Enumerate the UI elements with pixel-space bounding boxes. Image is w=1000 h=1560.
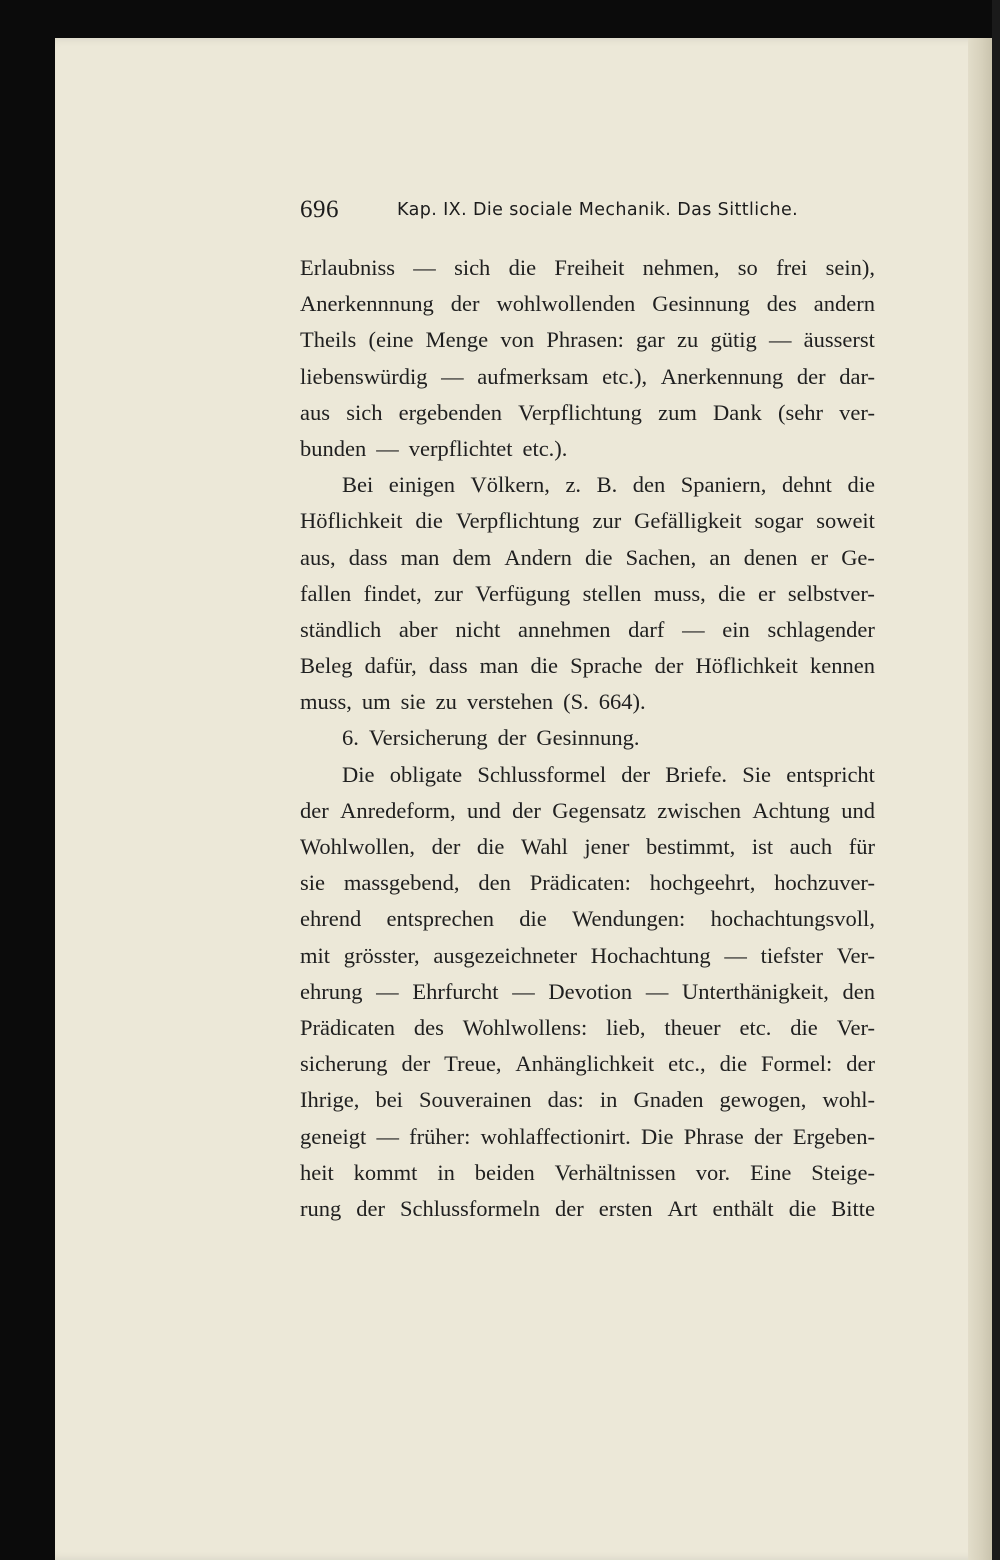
- word: —: [376, 435, 399, 461]
- word: früher:: [409, 1123, 471, 1149]
- text-line: [300, 684, 875, 720]
- word: aber: [398, 616, 438, 642]
- word: der: [300, 797, 329, 823]
- word: der: [846, 1051, 875, 1077]
- word: muss,: [653, 580, 706, 606]
- word: mit: [300, 942, 331, 968]
- word: Ge-: [841, 544, 875, 570]
- word: ständlich: [300, 616, 382, 642]
- word: die: [847, 472, 875, 498]
- word: Steige-: [811, 1159, 875, 1185]
- text-line: [300, 395, 875, 431]
- text-line: [300, 938, 875, 974]
- word: Schlussformel: [477, 761, 607, 787]
- text-line: [300, 757, 875, 793]
- word: 6.: [342, 725, 359, 751]
- word: Bitte: [831, 1195, 875, 1221]
- word: die: [519, 906, 547, 932]
- word: Anhänglichkeit: [515, 1051, 655, 1077]
- word: Gegensatz: [552, 797, 646, 823]
- text-line: [300, 793, 875, 829]
- word: Theils: [300, 327, 357, 353]
- word: Versicherung: [368, 725, 488, 751]
- word: etc.),: [602, 363, 648, 389]
- word: Souverainen: [419, 1087, 532, 1113]
- word: obligate: [389, 761, 463, 787]
- word: B.: [596, 472, 618, 498]
- word: nicht: [455, 616, 501, 642]
- word: —: [724, 942, 747, 968]
- word: hochgeehrt,: [649, 870, 756, 896]
- word: schlagender: [767, 616, 875, 642]
- word: aus: [300, 399, 330, 425]
- page-edge-shadow: [968, 38, 992, 1560]
- word: Bei: [342, 472, 374, 498]
- word: Anerkennung: [660, 363, 784, 389]
- word: Anerkennnung: [300, 291, 434, 317]
- word: Gesinnung.: [536, 725, 640, 751]
- word: Hochachtung: [590, 942, 711, 968]
- text-line: [300, 1191, 875, 1227]
- word: bestimmt,: [645, 834, 736, 859]
- word: der: [356, 1195, 385, 1221]
- word: die: [584, 544, 613, 570]
- word: fallen: [300, 580, 352, 606]
- word: des: [413, 1014, 444, 1040]
- running-title: Kap. IX. Die sociale Mechanik. Das Sittliche.: [397, 200, 799, 220]
- word: etc.).: [522, 435, 568, 461]
- word: findet,: [363, 580, 422, 606]
- word: sie: [300, 870, 325, 896]
- word: Höflichkeit: [300, 508, 403, 534]
- word: rung: [300, 1195, 342, 1221]
- word: man: [400, 544, 440, 570]
- word: —: [512, 978, 535, 1004]
- word: das:: [547, 1087, 584, 1113]
- word: der: [450, 291, 480, 317]
- word: der: [554, 1195, 584, 1221]
- word: die: [508, 255, 537, 280]
- text-line: [300, 865, 875, 901]
- word: der: [497, 725, 527, 751]
- word: etc.,: [668, 1051, 706, 1077]
- word: bei: [375, 1087, 403, 1113]
- text-line: [300, 1046, 875, 1082]
- word: Gesinnung: [652, 291, 750, 317]
- text-line: [300, 250, 875, 286]
- word: Achtung: [752, 797, 830, 823]
- word: der: [621, 761, 651, 787]
- word: Die: [641, 1123, 674, 1149]
- word: die: [790, 1014, 818, 1040]
- word: Dank: [713, 399, 762, 425]
- word: von: [500, 327, 535, 353]
- word: er: [810, 544, 829, 570]
- word: ersten: [598, 1195, 653, 1221]
- word: Verfügung: [475, 580, 571, 606]
- word: Andern: [504, 544, 572, 570]
- word: wohl-: [822, 1087, 875, 1113]
- word: z.: [565, 472, 582, 498]
- word: beiden: [474, 1159, 535, 1185]
- text-line: [300, 540, 875, 576]
- text-line: [300, 720, 875, 756]
- word: Ergeben-: [792, 1123, 875, 1149]
- word: die: [718, 580, 746, 606]
- word: —: [441, 363, 464, 389]
- word: Prädicaten:: [529, 870, 631, 896]
- word: theuer: [664, 1014, 721, 1040]
- text-line: [300, 576, 875, 612]
- text-line: [300, 901, 875, 937]
- word: den: [478, 870, 511, 896]
- word: Menge: [425, 327, 489, 353]
- scan-border: [992, 0, 1000, 1560]
- word: vor.: [695, 1159, 731, 1185]
- word: Ver-: [836, 1014, 875, 1040]
- word: Sprache: [570, 653, 643, 679]
- text-line: [300, 431, 875, 467]
- word: ausgezeichneter: [433, 942, 578, 968]
- word: (eine: [368, 327, 414, 353]
- text-line: [300, 286, 875, 322]
- word: Erlaubniss: [300, 255, 395, 280]
- word: jener: [584, 834, 630, 859]
- word: tiefster: [760, 942, 824, 968]
- word: Höflichkeit: [695, 653, 798, 679]
- word: die: [476, 834, 505, 859]
- word: Verpflichtung: [518, 399, 642, 425]
- word: Gefälligkeit: [634, 508, 742, 534]
- text-line: [300, 503, 875, 539]
- word: gütig: [710, 327, 757, 353]
- word: Eine: [750, 1159, 792, 1185]
- word: entspricht: [786, 761, 875, 787]
- text-line: [300, 1010, 875, 1046]
- word: —: [768, 327, 792, 353]
- word: an: [709, 544, 731, 570]
- word: dem: [452, 544, 492, 570]
- word: Spaniern,: [680, 472, 767, 498]
- word: die: [719, 1051, 748, 1077]
- word: Art: [667, 1195, 698, 1221]
- word: Wahl: [520, 834, 568, 859]
- word: der: [401, 1051, 431, 1077]
- word: kommt: [353, 1159, 418, 1185]
- body-text: [300, 250, 875, 1227]
- word: wohlaffectionirt.: [480, 1123, 631, 1149]
- word: sicherung: [300, 1051, 388, 1077]
- word: liebenswürdig: [300, 363, 428, 389]
- word: andern: [813, 291, 875, 317]
- word: hochachtungsvoll,: [710, 906, 875, 932]
- word: er: [758, 580, 776, 606]
- word: Wohlwollens:: [462, 1014, 588, 1040]
- word: selbstver-: [787, 580, 875, 606]
- word: Prädicaten: [300, 1014, 395, 1040]
- word: Schlussformeln: [399, 1195, 540, 1221]
- word: gar: [636, 327, 665, 353]
- text-line: [300, 359, 875, 395]
- word: des: [766, 291, 797, 317]
- word: sein),: [825, 255, 875, 280]
- word: Unterthänigkeit,: [681, 978, 829, 1004]
- word: (S.: [563, 689, 589, 715]
- word: 664).: [598, 689, 646, 715]
- word: so: [737, 255, 758, 280]
- word: gewogen,: [719, 1087, 807, 1113]
- word: der: [796, 363, 826, 389]
- word: denen: [743, 544, 798, 570]
- page-number: 696: [300, 196, 339, 223]
- word: sie: [400, 689, 426, 715]
- word: der: [431, 834, 461, 859]
- word: aus,: [300, 544, 336, 570]
- word: verpflichtet: [408, 435, 513, 461]
- word: auch: [789, 834, 833, 859]
- word: enthält: [712, 1195, 774, 1221]
- word: Verpflichtung: [455, 508, 580, 534]
- word: der: [512, 797, 541, 823]
- word: der: [654, 653, 684, 679]
- text-line: [300, 974, 875, 1010]
- text-line: [300, 467, 875, 503]
- word: zur: [592, 508, 622, 534]
- word: lieb,: [606, 1014, 646, 1040]
- word: Anredeform,: [340, 797, 456, 823]
- word: einigen: [388, 472, 456, 498]
- word: bunden: [300, 435, 367, 461]
- word: zu: [435, 689, 457, 715]
- text-line: [300, 829, 875, 865]
- word: Beleg: [300, 653, 353, 679]
- word: den: [632, 472, 666, 498]
- word: man: [479, 653, 519, 679]
- word: aufmerksam: [477, 363, 589, 389]
- word: Treue,: [444, 1051, 502, 1077]
- word: Formel:: [761, 1051, 833, 1077]
- word: hochzuver-: [774, 870, 875, 896]
- word: (sehr: [777, 399, 823, 425]
- word: Völkern,: [470, 472, 550, 498]
- word: Freiheit: [554, 255, 625, 280]
- word: heit: [300, 1159, 334, 1185]
- word: —: [682, 616, 705, 642]
- text-line: [300, 1082, 875, 1118]
- word: zum: [658, 399, 697, 425]
- word: —: [413, 255, 436, 280]
- word: muss,: [300, 689, 352, 715]
- text-line: [300, 648, 875, 684]
- word: verstehen: [466, 689, 554, 715]
- word: sich: [346, 399, 383, 425]
- word: sogar: [754, 508, 804, 534]
- word: Ihrige,: [300, 1087, 360, 1113]
- word: nehmen,: [642, 255, 720, 280]
- text-line: [300, 612, 875, 648]
- word: wohlwollenden: [496, 291, 636, 317]
- word: in: [599, 1087, 618, 1113]
- word: um: [361, 689, 391, 715]
- word: zur: [434, 580, 463, 606]
- word: und: [467, 797, 501, 823]
- word: kennen: [810, 653, 875, 679]
- word: Sie: [742, 761, 772, 787]
- word: Gnaden: [633, 1087, 704, 1113]
- word: ergebenden: [398, 399, 502, 425]
- word: die: [415, 508, 443, 534]
- word: Sachen,: [625, 544, 697, 570]
- word: dass: [428, 653, 468, 679]
- word: den: [842, 978, 875, 1004]
- running-header: [300, 196, 890, 236]
- word: zwischen: [657, 797, 742, 823]
- word: annehmen: [518, 616, 611, 642]
- text-line: [300, 1155, 875, 1191]
- word: darf: [628, 616, 665, 642]
- word: der: [753, 1123, 783, 1149]
- word: sich: [454, 255, 491, 280]
- text-line: [300, 1119, 875, 1155]
- word: Wendungen:: [572, 906, 686, 932]
- word: Verhältnissen: [554, 1159, 676, 1185]
- word: Briefe.: [665, 761, 728, 787]
- word: —: [376, 978, 399, 1004]
- text-line: [300, 322, 875, 358]
- word: Wohlwollen,: [300, 834, 416, 859]
- word: dehnt: [781, 472, 832, 498]
- word: entsprechen: [386, 906, 494, 932]
- word: die: [788, 1195, 817, 1221]
- word: soweit: [816, 508, 875, 534]
- word: Phrasen:: [546, 327, 624, 353]
- word: ist: [751, 834, 774, 859]
- word: Die: [342, 761, 375, 787]
- word: dafür,: [364, 653, 417, 679]
- word: die: [530, 653, 558, 679]
- word: und: [841, 797, 875, 823]
- word: Devotion: [548, 978, 633, 1004]
- word: —: [645, 978, 669, 1004]
- word: grösster,: [343, 942, 420, 968]
- word: ehrung: [300, 978, 363, 1004]
- word: Phrase: [683, 1123, 744, 1149]
- word: zu: [677, 327, 699, 353]
- word: frei: [776, 255, 808, 280]
- word: ehrend: [300, 906, 362, 932]
- word: für: [848, 834, 875, 859]
- word: Ehrfurcht: [412, 978, 499, 1004]
- word: Ver-: [836, 942, 875, 968]
- word: massgebend,: [343, 870, 460, 896]
- word: etc.: [739, 1014, 772, 1040]
- word: —: [376, 1123, 399, 1149]
- word: dar-: [839, 363, 875, 389]
- word: geneigt: [300, 1123, 367, 1149]
- word: ein: [722, 616, 750, 642]
- word: äusserst: [803, 327, 875, 353]
- word: dass: [348, 544, 388, 570]
- word: stellen: [582, 580, 642, 606]
- word: in: [437, 1159, 455, 1185]
- word: ver-: [839, 399, 875, 425]
